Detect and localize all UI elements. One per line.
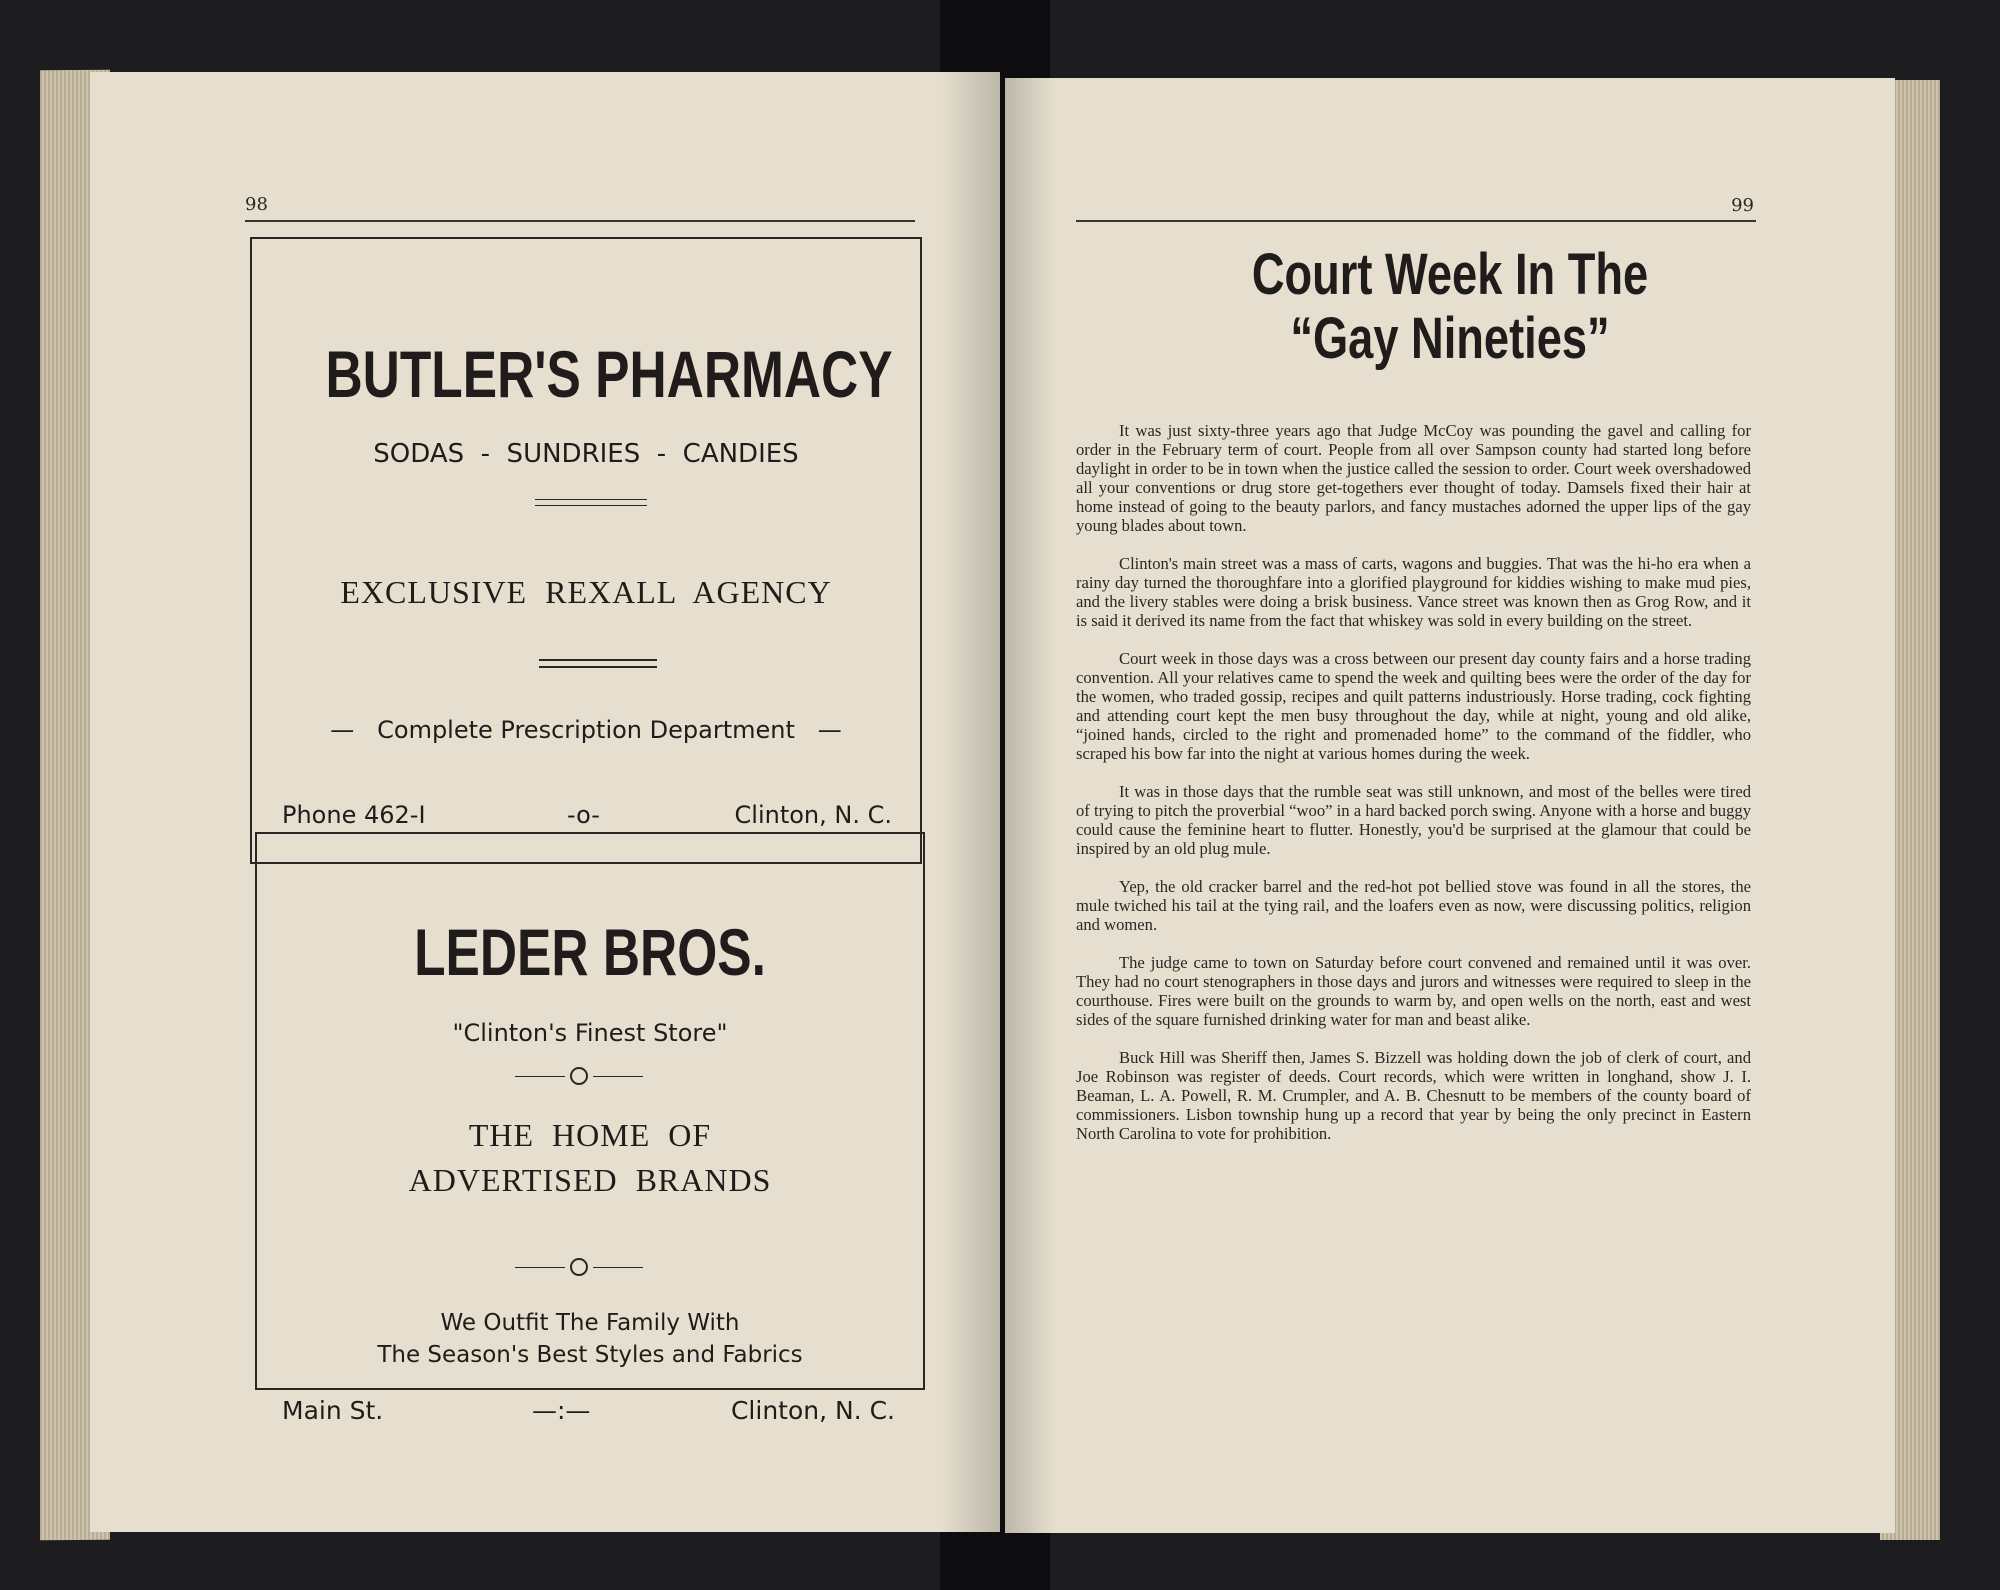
ad-title: LEDER BROS.	[414, 915, 766, 989]
ad-line1: THE HOME OF	[468, 1117, 712, 1153]
ad-outfit-line1: We Outfit The Family With	[440, 1310, 740, 1336]
ad-agency: EXCLUSIVE REXALL AGENCY	[340, 574, 832, 610]
ad-phone: Phone 462-I	[282, 801, 426, 829]
gutter-shadow	[1005, 78, 1055, 1533]
double-rule	[535, 499, 647, 506]
ad-line2: ADVERTISED BRANDS	[408, 1162, 772, 1198]
ad-title: BUTLER'S PHARMACY	[325, 337, 893, 411]
article-paragraph: Yep, the old cracker barrel and the red-hot pot bellied stove was found in all the stores, the mule twiched his tail at the tying rail, and the loafers even as now, were discussing politics, religion and women.	[1076, 877, 1751, 934]
gutter-shadow	[940, 72, 1000, 1532]
ad-location: Clinton, N. C.	[730, 1396, 895, 1425]
ad-outfit-line2: The Season's Best Styles and Fabrics	[377, 1342, 803, 1368]
article-paragraph: Court week in those days was a cross between our present day county fairs and a horse trading convention. All your relatives came to spend the week and quilting bees were the order of the day for the women, who traded gossip, recipes and quilt patterns industriously. Horse trading, cock fighting and attending court kept the men busy throughout the day, while at night, young and old alike, “joined hands, circled to the right and promenaded home” to the command of the fiddler, who scraped his bow far into the night at various homes during the week.	[1076, 649, 1751, 763]
article-paragraph: It was in those days that the rumble seat was still unknown, and most of the belles were tired of trying to pitch the proverbial “woo” in a hard backed porch swing. Anyone with a horse and buggy could cause the feminine heart to flutter. Honestly, you'd be surprised at the glamour that could be inspired by an old plug mule.	[1076, 782, 1751, 858]
article-body	[1076, 422, 1751, 1164]
ad-location: Clinton, N. C.	[734, 801, 892, 829]
double-rule	[539, 659, 657, 668]
header-rule-left	[245, 220, 915, 222]
left-page	[90, 72, 1000, 1532]
butlers-pharmacy-ad	[250, 237, 922, 864]
leder-bros-ad	[255, 832, 925, 1425]
article-title-line1: Court Week In The	[1251, 242, 1649, 307]
article-paragraph: Clinton's main street was a mass of carts, wagons and buggies. That was the hi-ho era when a rainy day turned the thoroughfare into a glorified playground for kiddies wishing to make mud pies, and the livery stables were doing a brisk business. Vance street was known then as Grog Row, and it is said it derived its name from the fact that whiskey was sold in every building on the street.	[1076, 553, 1751, 630]
article-paragraph: It was just sixty-three years ago that Judge McCoy was pounding the gavel and calling for order in the February term of court. People from all over Sampson county had started long before daylight in order to be in town when the justice called the session to order. Court week overshadowed all your conventions or drug store get-togethers ever thought of today. Damsels fixed their hair at home instead of going to the beauty parlors, and fancy mustaches adorned the upper lips of the gay young blades about town.	[1076, 421, 1751, 535]
circle-ornament	[515, 1258, 643, 1276]
article-paragraph: Buck Hill was Sheriff then, James S. Bizzell was holding down the job of clerk of court, and Joe Robinson was register of deeds. Court records, which were written in longhand, show J. I. Beaman, L. A. Powell, R. M. Crumpler, and A. B. Chesnutt to be members of the county board of commissioners. Lisbon township hung up a record that year by being the only precinct in Eastern North Carolina to vote for prohibition.	[1076, 1048, 1751, 1144]
ad-slogan: "Clinton's Finest Store"	[452, 1019, 728, 1047]
right-page	[1005, 78, 1895, 1533]
ad-street: Main St.	[282, 1396, 384, 1425]
ad-separator: -o-	[567, 801, 600, 829]
ad-separator: —:—	[532, 1396, 591, 1425]
header-rule-right	[1076, 220, 1756, 222]
page-number-right: 99	[1731, 195, 1754, 216]
ad-subtitle: SODAS - SUNDRIES - CANDIES	[373, 439, 799, 469]
article-paragraph: The judge came to town on Saturday before court convened and remained until it was over. They had no court stenographers in those days and jurors and witnesses were required to sleep in the courthouse. Fires were built on the grounds to warm by, and open wells on the north, east and west sides of the square furnished drinking water for man and beast alike.	[1076, 953, 1751, 1030]
circle-ornament	[515, 1067, 643, 1085]
ad-department: — Complete Prescription Department —	[330, 716, 842, 744]
page-number-left: 98	[245, 194, 268, 215]
article-title-line2: “Gay Nineties”	[1290, 306, 1610, 371]
